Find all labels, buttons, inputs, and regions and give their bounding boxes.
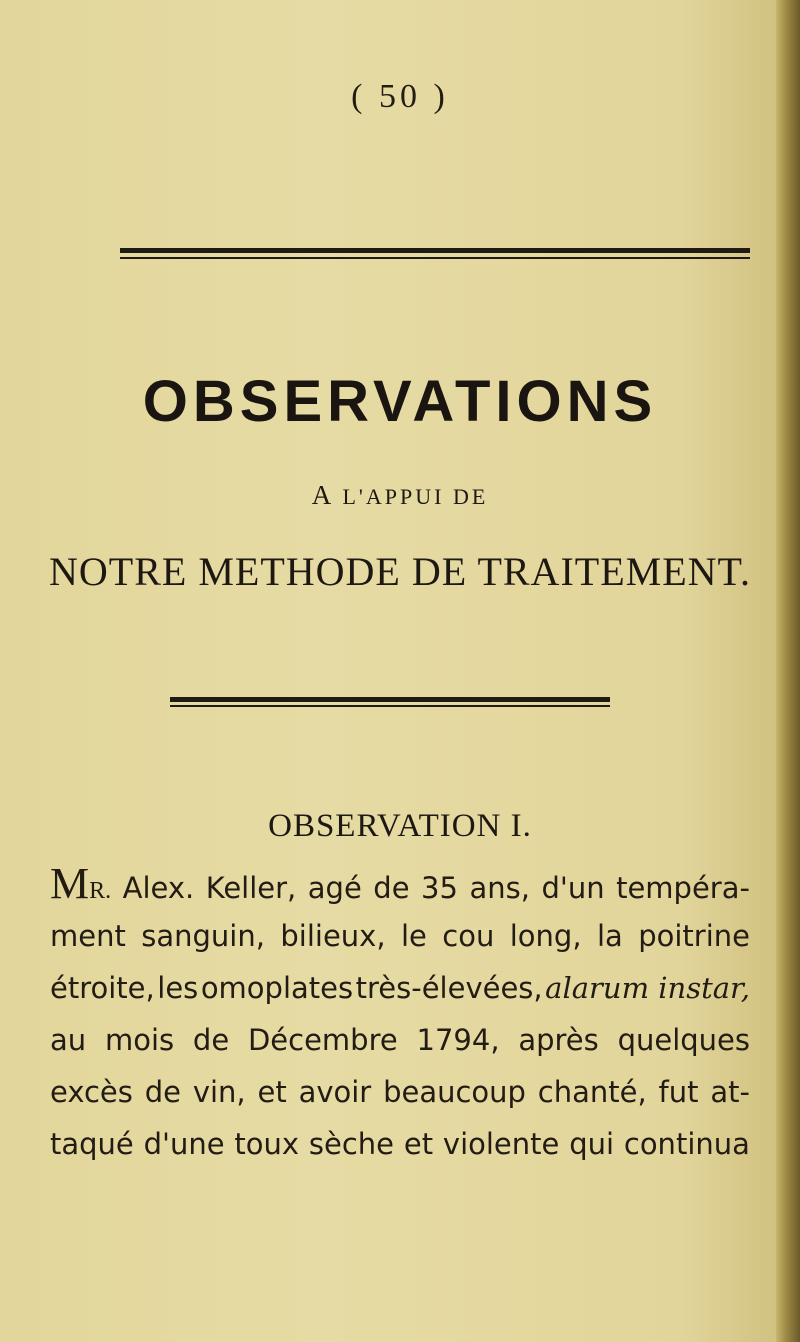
word: beaucoup	[383, 1075, 526, 1109]
section-heading: NOTRE METHODE DE TRAITEMENT.	[49, 549, 751, 594]
middle-rule-thick	[170, 697, 610, 702]
word: 1794,	[416, 1023, 500, 1057]
word: mois	[104, 1023, 175, 1057]
subtitle-a: A	[311, 480, 333, 510]
dropcap-word	[50, 858, 111, 917]
word: vin,	[192, 1075, 246, 1109]
word: le	[400, 919, 427, 953]
middle-rule-thin	[170, 705, 610, 707]
dropcap-rest: R.	[89, 878, 112, 904]
italic-phrase: alarum instar,	[545, 971, 750, 1005]
page-edge	[776, 0, 800, 1342]
word: quelques	[617, 1023, 750, 1057]
word: at-	[710, 1075, 750, 1109]
top-rule-thin	[120, 257, 750, 259]
subtitle	[0, 480, 800, 511]
word: au	[50, 1023, 87, 1057]
text-line-1	[50, 858, 750, 910]
page-number: ( 50 )	[351, 78, 449, 115]
word: taqué	[50, 1127, 134, 1161]
word: bilieux,	[280, 919, 386, 953]
observation-heading: OBSERVATION I.	[268, 808, 532, 844]
word: de	[192, 1023, 230, 1057]
top-rule-thick	[120, 248, 750, 253]
word: violente	[442, 1127, 560, 1161]
word: cou	[442, 919, 495, 953]
word: 35	[421, 871, 458, 905]
word: poitrine	[638, 919, 750, 953]
word: Alex.	[122, 871, 195, 905]
word: et	[403, 1127, 434, 1161]
word: la	[596, 919, 623, 953]
word: toux	[234, 1127, 300, 1161]
word: tempéra-	[616, 871, 750, 905]
word: très-élevées,	[355, 971, 543, 1005]
word: sèche	[308, 1127, 395, 1161]
word: agé	[307, 871, 362, 905]
word: qui	[569, 1127, 615, 1161]
word: après	[518, 1023, 599, 1057]
word: continua	[623, 1127, 750, 1161]
text-line-5	[50, 1066, 750, 1118]
text-line-2	[50, 910, 750, 962]
word: les	[157, 971, 199, 1005]
word: avoir	[298, 1075, 372, 1109]
text-line-3	[50, 962, 750, 1014]
body-text	[50, 858, 750, 1170]
dropcap: M	[50, 859, 90, 908]
word: long,	[509, 919, 582, 953]
word: étroite,	[50, 971, 155, 1005]
page-title: OBSERVATIONS	[142, 369, 658, 434]
word: fut	[658, 1075, 699, 1109]
text-line-6	[50, 1118, 750, 1170]
word: d'une	[143, 1127, 225, 1161]
word: Keller,	[205, 871, 297, 905]
word: de	[373, 871, 410, 905]
word: Décembre	[247, 1023, 398, 1057]
subtitle-rest: L'APPUI DE	[342, 484, 489, 509]
word: sanguin,	[141, 919, 265, 953]
word: d'un	[541, 871, 605, 905]
text-line-4	[50, 1014, 750, 1066]
word: ment	[50, 919, 126, 953]
word: chanté,	[537, 1075, 647, 1109]
word: omoplates	[200, 971, 354, 1005]
word: excès	[50, 1075, 133, 1109]
word: et	[257, 1075, 287, 1109]
word: de	[144, 1075, 181, 1109]
word: ans,	[469, 871, 530, 905]
